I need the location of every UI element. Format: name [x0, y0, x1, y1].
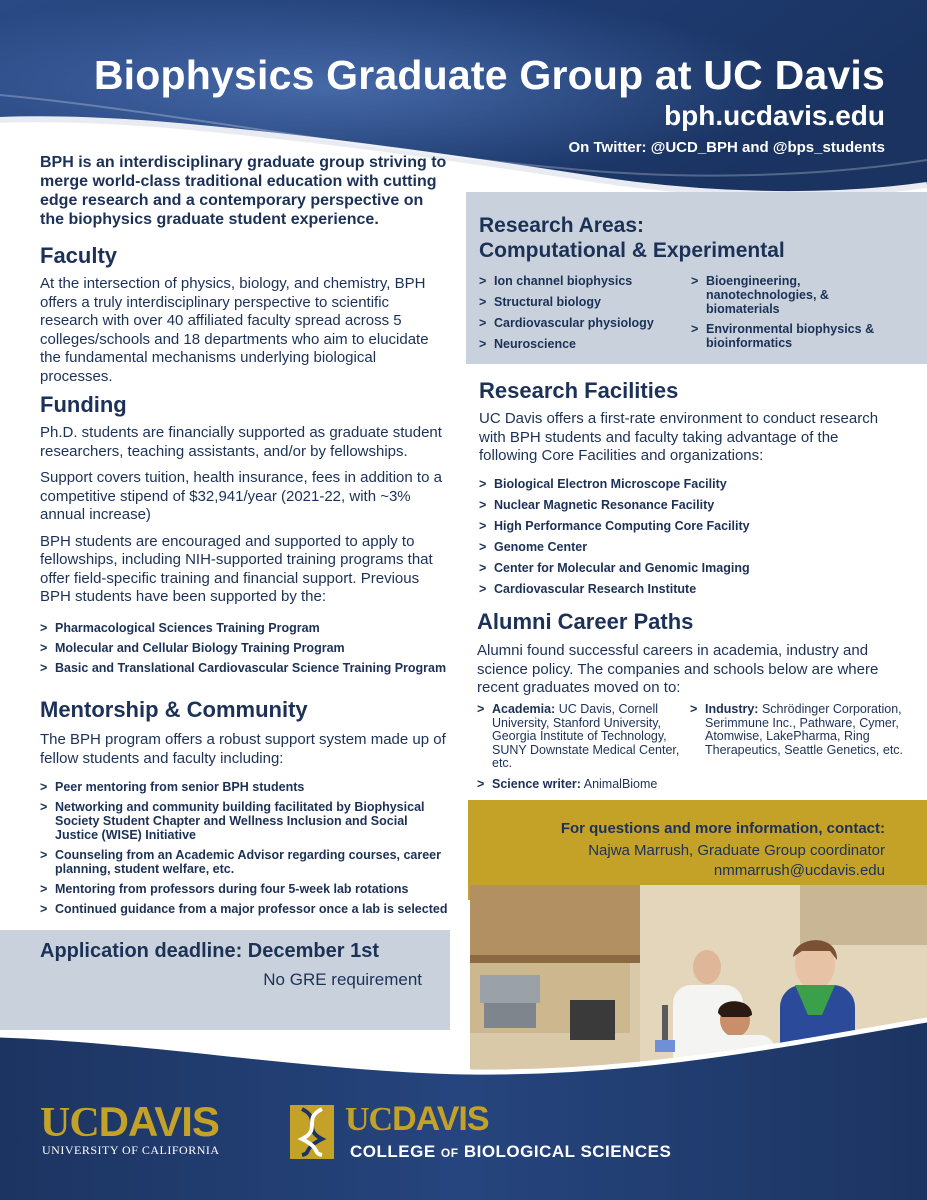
- gre-note: No GRE requirement: [263, 970, 422, 989]
- contact-name: Najwa Marrush, Graduate Group coordinator: [588, 842, 885, 859]
- list-item: > Continued guidance from a major professor once a lab is selected: [40, 902, 450, 916]
- facilities-list: [479, 477, 899, 596]
- list-item: > Counseling from an Academic Advisor regarding courses, career planning, student welfare, etc.: [40, 848, 450, 876]
- funding-text-3: BPH students are encouraged and supported to apply to fellowships, including NIH-supported training programs that offer field-specific training and financial support. Previous BPH students have been supported by the:: [40, 532, 433, 605]
- faculty-section: [40, 243, 450, 386]
- application-deadline: Application deadline: December 1st: [40, 940, 379, 962]
- college-name: COLLEGE OF BIOLOGICAL SCIENCES: [350, 1142, 672, 1161]
- college-logo: UCDAVIS: [345, 1100, 489, 1138]
- list-item: > Biological Electron Microscope Facility: [479, 477, 899, 491]
- dna-icon: [290, 1105, 334, 1159]
- funding-text-1: Ph.D. students are financially supported as graduate student researchers, teaching assistants, and/or by fellowships.: [40, 424, 442, 460]
- list-item: > Genome Center: [479, 540, 899, 554]
- alumni-heading: Alumni Career Paths: [477, 609, 694, 634]
- ucdavis-logo-subtitle: UNIVERSITY OF CALIFORNIA: [42, 1143, 220, 1157]
- mentorship-text: The BPH program offers a robust support system made up of fellow students and faculty including:: [40, 731, 446, 767]
- list-item: > Center for Molecular and Genomic Imaging: [479, 561, 899, 575]
- funding-heading: Funding: [40, 392, 127, 417]
- list-item: > Industry: Schrödinger Corporation, Serimmune Inc., Pathware, Cymer, Atomwise, LakePharma, Ring Therapeutics, Seattle Genetics, etc.: [690, 703, 910, 757]
- alumni-list-1: [477, 703, 682, 797]
- list-item: > Academia: UC Davis, Cornell University, Stanford University, Georgia Institute of Technology, SUNY Downstate Medical Center, etc.: [477, 703, 682, 771]
- list-item: > Peer mentoring from senior BPH students: [40, 780, 450, 794]
- list-item: > Bioengineering, nanotechnologies, & biomaterials: [691, 274, 891, 316]
- page-title: Biophysics Graduate Group at UC Davis: [93, 52, 885, 98]
- list-item: > Ion channel biophysics: [479, 274, 694, 288]
- list-item: > Cardiovascular Research Institute: [479, 582, 899, 596]
- list-item: > High Performance Computing Core Facility: [479, 519, 899, 533]
- list-item: > Mentoring from professors during four 5-week lab rotations: [40, 882, 450, 896]
- research-areas-list-1: [479, 274, 694, 358]
- list-item: > Networking and community building facilitated by Biophysical Society Student Chapter and Wellness Inclusion and Social Justice (WISE) Initiative: [40, 800, 450, 842]
- faculty-text: At the intersection of physics, biology, and chemistry, BPH offers a truly interdisciplinary perspective to scientific research with over 40 affiliated faculty spread across 5 colleges/schools and 18 departments who aim to elucidate the fundamental mechanisms underlying biological processes.: [40, 275, 429, 385]
- training-programs-list: [40, 621, 450, 675]
- list-item: > Pharmacological Sciences Training Program: [40, 621, 450, 635]
- contact-heading: For questions and more information, contact:: [560, 820, 885, 837]
- list-item: > Molecular and Cellular Biology Training Program: [40, 641, 450, 655]
- alumni-text: Alumni found successful careers in academia, industry and science policy. The companies and schools below are where recent graduates moved on to:: [477, 642, 879, 696]
- list-item: > Science writer: AnimalBiome: [477, 778, 682, 792]
- mentorship-heading: Mentorship & Community: [40, 697, 308, 722]
- footer-banner: [0, 960, 927, 1200]
- mentorship-list: [40, 780, 450, 916]
- ucdavis-logo: UCDAVIS: [40, 1098, 219, 1146]
- intro-paragraph: BPH is an interdisciplinary graduate group striving to merge world-class traditional education with cutting edge research and a contemporary perspective on the biophysics graduate student experience.: [40, 154, 447, 228]
- list-item: > Neuroscience: [479, 337, 694, 351]
- list-item: > Structural biology: [479, 295, 694, 309]
- research-areas-list-2: [691, 274, 891, 356]
- list-item: > Basic and Translational Cardiovascular Science Training Program: [40, 661, 450, 675]
- contact-info: [561, 820, 885, 879]
- website-url[interactable]: bph.ucdavis.edu: [664, 100, 885, 131]
- contact-email[interactable]: nmmarrush@ucdavis.edu: [713, 862, 885, 879]
- list-item: > Nuclear Magnetic Resonance Facility: [479, 498, 899, 512]
- facilities-heading: Research Facilities: [479, 378, 679, 403]
- mentorship-section: [40, 697, 450, 922]
- funding-section: [40, 392, 450, 681]
- alumni-list-2: [690, 703, 910, 763]
- list-item: > Environmental biophysics & bioinformatics: [691, 322, 891, 350]
- alumni-section: [477, 609, 897, 698]
- funding-text-2: Support covers tuition, health insurance, fees in addition to a competitive stipend of $32,941/year (2021-22, with ~3% annual increase): [40, 469, 442, 523]
- facilities-section: [479, 378, 899, 603]
- faculty-heading: Faculty: [40, 243, 118, 268]
- twitter-handles: On Twitter: @UCD_BPH and @bps_students: [568, 139, 885, 156]
- facilities-text: UC Davis offers a first-rate environment to conduct research with BPH students and faculty taking advantage of the following Core Facilities and organizations:: [479, 410, 879, 464]
- list-item: > Cardiovascular physiology: [479, 316, 694, 330]
- research-areas-heading: Research Areas: Computational & Experimental: [479, 214, 785, 262]
